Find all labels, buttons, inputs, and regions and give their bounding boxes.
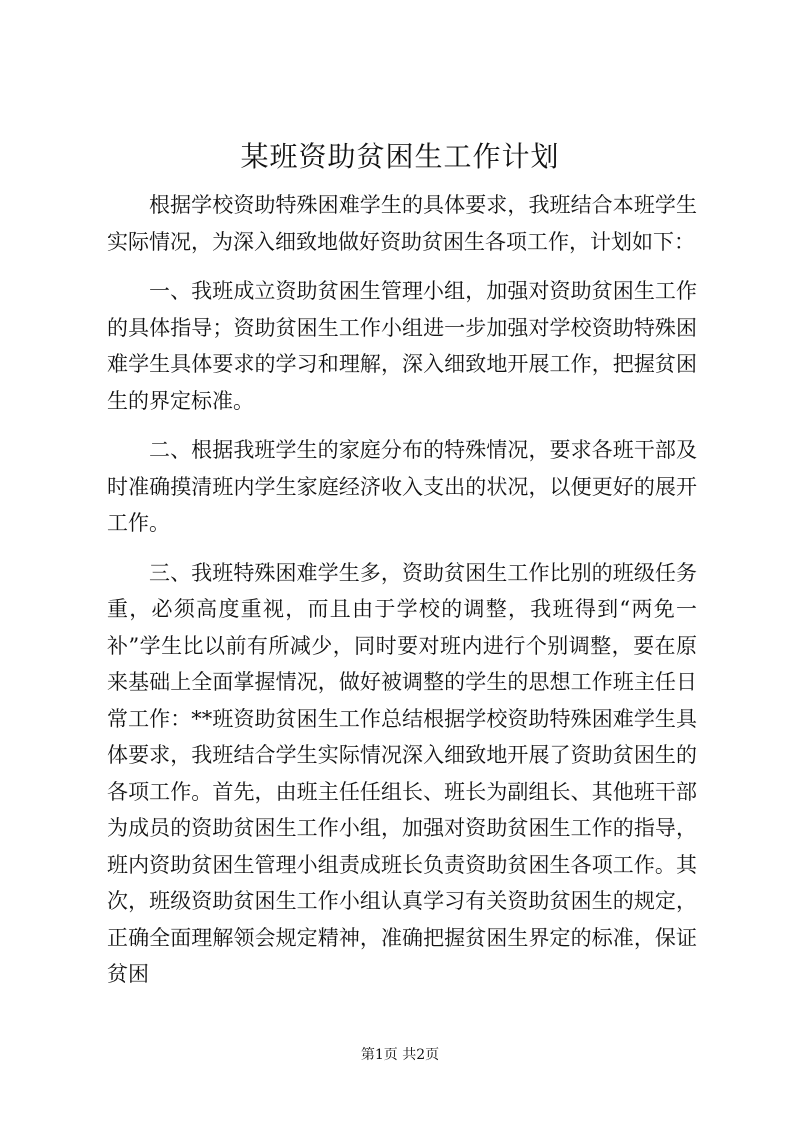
page-footer: 第1页 共2页 bbox=[360, 1047, 440, 1063]
document-body bbox=[107, 187, 697, 1006]
paragraph-item-1: 一、我班成立资助贫困生管理小组，加强对资助贫困生工作的具体指导；资助贫困生工作小组进一步加强对学校资助特殊困难学生具体要求的学习和理解，深入细致地开展工作，把握贫困生的界定标准。 bbox=[107, 279, 697, 413]
paragraph-intro: 根据学校资助特殊困难学生的具体要求，我班结合本班学生实际情况，为深入细致地做好资助贫困生各项工作，计划如下： bbox=[107, 193, 697, 254]
paragraph-item-2: 二、根据我班学生的家庭分布的特殊情况，要求各班干部及时准确摸清班内学生家庭经济收入支出的状况，以便更好的展开工作。 bbox=[107, 438, 697, 535]
paragraph-item-3: 三、我班特殊困难学生多，资助贫困生工作比别的班级任务重，必须高度重视，而且由于学校的调整，我班得到“两免一补”学生比以前有所减少，同时要对班内进行个别调整，要在原来基础上全面掌握情况，做好被调整的学生的思想工作班主任日常工作：**班资助贫困生工作总结根据学校资助特殊困难学生具体要求，我班结合学生实际情况深入细致地开展了资助贫困生的各项工作。首先，由班主任任组长、班长为副组长、其他班干部为成员的资助贫困生工作小组，加强对资助贫困生工作的指导，班内资助贫困生管理小组责成班长负责资助贫困生各项工作。其次，班级资助贫困生工作小组认真学习有关资助贫困生的规定，正确全面理解领会规定精神，准确把握贫困生界定的标准，保证贫困 bbox=[107, 560, 697, 986]
page-title: 某班资助贫困生工作计划 bbox=[240, 140, 560, 173]
